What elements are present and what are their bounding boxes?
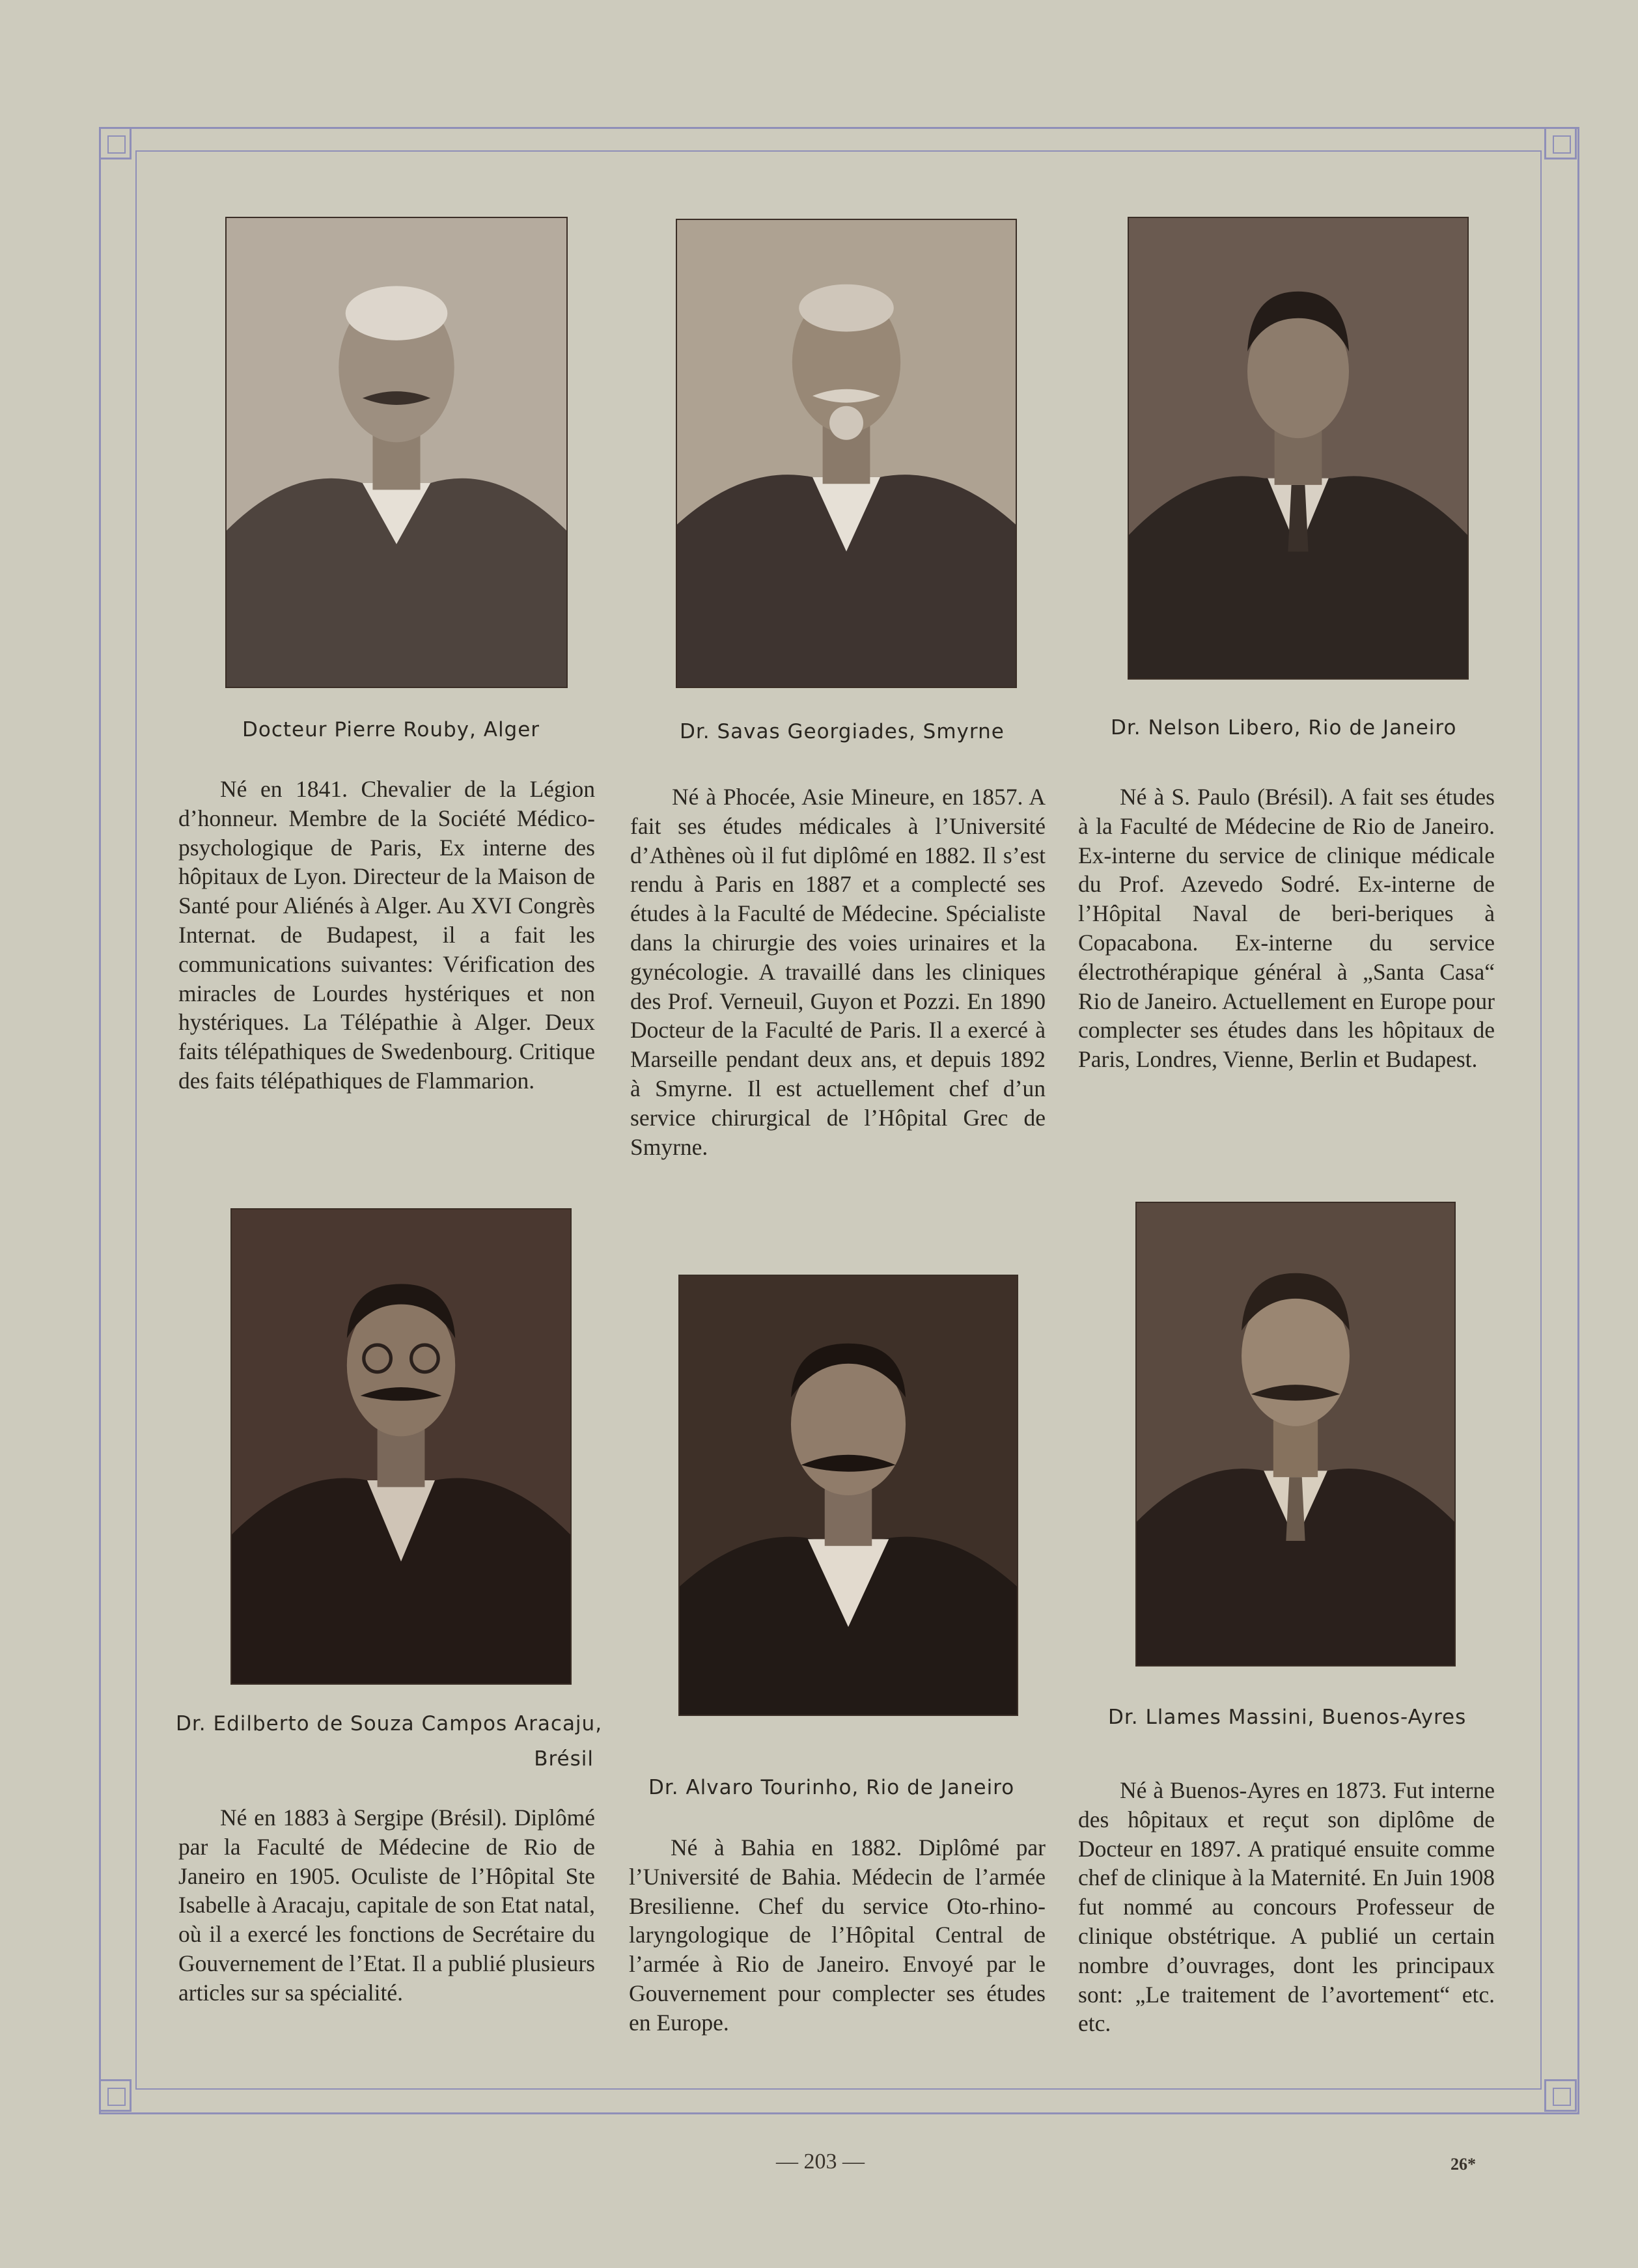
corner-ornament-top-right bbox=[1544, 127, 1577, 159]
corner-ornament-top-left bbox=[99, 127, 132, 159]
corner-ornament-bottom-right bbox=[1544, 2079, 1577, 2112]
bio-text-souza-campos: Né en 1883 à Sergipe (Brésil). Diplômé par la Faculté de Médecine de Rio de Janeiro en 1905. Oculiste de l’Hôpital Ste Isabelle à Aracaju, capitale de son Etat natal, où il a exercé les fonctions de Secrétaire du Gouvernement de l’Etat. Il a publié plusieurs articles sur sa spécialité. bbox=[178, 1805, 595, 2006]
portrait-photo-tourinho bbox=[678, 1275, 1018, 1716]
corner-ornament-bottom-left bbox=[99, 2079, 132, 2112]
bio-text-libero: Né à S. Paulo (Brésil). A fait ses études à la Faculté de Médecine de Rio de Janeiro. Ex-interne du service de clinique médicale du Prof. Azevedo Sodré. Ex-interne de l’Hôpital Naval de beri-beriques à Copacabona. Ex-interne du service électrothérapique général à „Santa Casa“ Rio de Janeiro. Actuellement en Europe pour complecter ses études dans les hôpitaux de Paris, Londres, Vienne, Berlin et Budapest. bbox=[1078, 784, 1495, 1073]
caption-souza-campos-line2: Brésil bbox=[534, 1747, 594, 1771]
bio-souza-campos bbox=[178, 1803, 595, 2008]
bio-text-massini: Né à Buenos-Ayres en 1873. Fut interne des hôpitaux et reçut son diplôme de Docteur en 1897. A pratiqué ensuite comme chef de clinique à la Maternité. En Juin 1908 fut nommé au concours Professeur de clinique obstétrique. A publié un certain nombre d’ouvrages, dont les principaux sont: „Le traitement de l’avortement“ etc. etc. bbox=[1078, 1777, 1495, 2037]
bio-massini bbox=[1078, 1776, 1495, 2038]
caption-georgiades: Dr. Savas Georgiades, Smyrne bbox=[680, 720, 1005, 743]
portrait-photo-georgiades bbox=[676, 219, 1017, 688]
sheet-signature-mark: 26* bbox=[1451, 2155, 1476, 2174]
portrait-photo-souza-campos bbox=[230, 1208, 572, 1685]
caption-souza-campos: Dr. Edilberto de Souza Campos Aracaju, bbox=[176, 1712, 603, 1736]
portrait-photo-libero bbox=[1128, 217, 1469, 680]
caption-massini: Dr. Llames Massini, Buenos-Ayres bbox=[1108, 1706, 1467, 1729]
portrait-photo-massini bbox=[1135, 1202, 1456, 1666]
bio-rouby bbox=[178, 775, 595, 1096]
page-number: — 203 — bbox=[776, 2150, 865, 2174]
caption-tourinho: Dr. Alvaro Tourinho, Rio de Janeiro bbox=[648, 1776, 1015, 1799]
bio-tourinho bbox=[629, 1833, 1046, 2038]
portrait-photo-rouby bbox=[225, 217, 568, 688]
bio-text-tourinho: Né à Bahia en 1882. Diplômé par l’Université de Bahia. Médecin de l’armée Bresilienne. Chef du service Oto-rhino-laryngologique de l’Hôpital Central de l’armée à Rio de Janeiro. Envoyé par le Gouvernement pour complecter ses études en Europe. bbox=[629, 1834, 1046, 2036]
bio-libero bbox=[1078, 782, 1495, 1074]
bio-text-georgiades: Né à Phocée, Asie Mineure, en 1857. A fait ses études médicales à l’Université d’Athènes où il fut diplômé en 1882. Il s’est rendu à Paris en 1887 et a complecté ses études à la Faculté de Médecine. Spécialiste dans la chirurgie des voies urinaires et la gynécologie. A travaillé dans les cliniques des Prof. Verneuil, Guyon et Pozzi. En 1890 Docteur de la Faculté de Paris. Il a exercé à Marseille pendant deux ans, et depuis 1892 à Smyrne. Il est actuellement chef d’un service chirurgical de l’Hôpital Grec de Smyrne. bbox=[630, 784, 1046, 1160]
bio-georgiades bbox=[630, 782, 1046, 1161]
caption-libero: Dr. Nelson Libero, Rio de Janeiro bbox=[1111, 716, 1457, 740]
caption-rouby: Docteur Pierre Rouby, Alger bbox=[242, 718, 540, 741]
bio-text-rouby: Né en 1841. Chevalier de la Légion d’honneur. Membre de la Société Médico-psychologique de Paris, Ex interne des hôpitaux de Lyon. Directeur de la Maison de Santé pour Aliénés à Alger. Au XVI Congrès Internat. de Budapest, il a fait les communications suivantes: Vérification des miracles de Lourdes hystériques et non hystériques. La Télépathie à Alger. Deux faits télépathiques de Swedenbourg. Critique des faits télépathiques de Flammarion. bbox=[178, 776, 595, 1094]
